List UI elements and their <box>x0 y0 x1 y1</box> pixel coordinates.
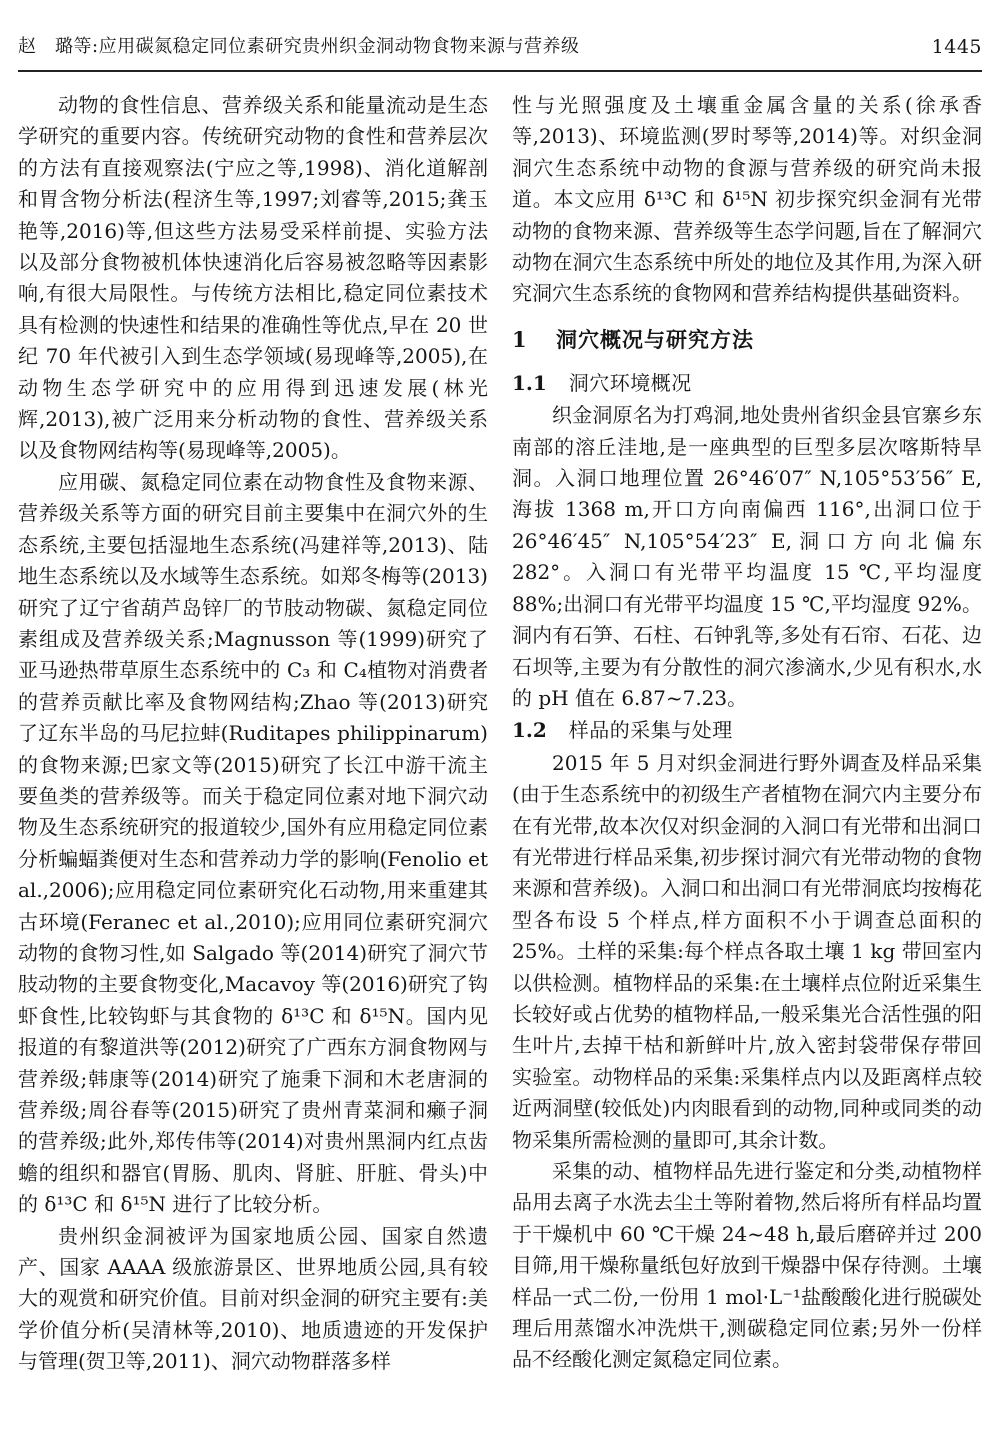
running-header <box>18 0 982 72</box>
page-number: 1445 <box>931 36 982 58</box>
section-1-title: 洞穴概况与研究方法 <box>556 327 755 352</box>
paragraph-zhijin-cave-significance: 贵州织金洞被评为国家地质公园、国家自然遗产、国家 AAAA 级旅游景区、世界地质公园,具有较大的观赏和研究价值。目前对织金洞的研究主要有:美学价值分析(吴清林等,2010)、地质遗迹的开发保护与管理(贺卫等,2011)、洞穴动物群落多样 <box>18 1223 488 1374</box>
right-column <box>512 90 982 1378</box>
subsection-1-2-title: 样品的采集与处理 <box>568 718 733 743</box>
two-column-layout <box>18 90 982 1378</box>
paragraph-continuation-study-aim: 性与光照强度及土壤重金属含量的关系(徐承香等,2013)、环境监测(罗时琴等,2014)等。对织金洞洞穴生态系统中动物的食源与营养级的研究尚未报道。本文应用 δ¹³C 和 δ¹⁵N 初步探究织金洞有光带动物的食物来源、营养级等生态学问题,旨在了解洞穴动物在洞穴生态系统中所处的地位及其作用,为深入研究洞穴生态系统的食物网和营养结构提供基础资料。 <box>512 93 982 306</box>
paragraph-cave-environment: 织金洞原名为打鸡洞,地处贵州省织金县官寨乡东南部的溶丘洼地,是一座典型的巨型多层次喀斯特旱洞。入洞口地理位置 26°46′07″ N,105°53′56″ E,海拔 1368 m,开口方向南偏西 116°,出洞口位于 26°46′45″ N,105°54′23″ E,洞口方向北偏东 282°。入洞口有光带平均温度 15 ℃,平均湿度 88%;出洞口有光带平均温度 15 ℃,平均湿度 92%。洞内有石笋、石柱、石钟乳等,多处有石帘、石花、边石坝等,主要为有分散性的洞穴渗滴水,少见有积水,水的 pH 值在 6.87~7.23。 <box>512 403 982 710</box>
paragraph-sample-collection: 2015 年 5 月对织金洞进行野外调查及样品采集(由于生态系统中的初级生产者植物在洞穴内主要分布在有光带,故本次仅对织金洞的入洞口有光带和出洞口有光带进行样品采集,初步探讨洞穴有光带动物的食物来源和营养级)。入洞口和出洞口有光带洞底均按梅花型各布设 5 个样点,样方面积不小于调查总面积的 25%。土样的采集:每个样点各取土壤 1 kg 带回室内以供检测。植物样品的采集:在土壤样点位附近采集生长较好或占优势的植物样品,一般采集光合活性强的阳生叶片,去掉干枯和新鲜叶片,放入密封袋带保存带回实验室。动物样品的采集:采集样点内以及距离样点较近两洞壁(较低处)内肉眼看到的动物,同种或同类的动物采集所需检测的量即可,其余计数。 <box>512 750 982 1152</box>
subsection-1-1-title: 洞穴环境概况 <box>568 370 692 395</box>
paragraph-sample-processing: 采集的动、植物样品先进行鉴定和分类,动植物样品用去离子水洗去尘土等附着物,然后将所有样品均置于干燥机中 60 ℃干燥 24~48 h,最后磨碎并过 200 目筛,用干燥称量纸包好放到干燥器中保存待测。土壤样品一式二份,一份用 1 mol·L⁻¹盐酸酸化进行脱碳处理后用蒸馏水冲洗烘干,测碳稳定同位素;另外一份样品不经酸化测定氮稳定同位素。 <box>512 1159 982 1372</box>
running-title: 赵 璐等:应用碳氮稳定同位素研究贵州织金洞动物食物来源与营养级 <box>18 36 580 57</box>
paragraph-intro-feeding-ecology: 动物的食性信息、营养级关系和能量流动是生态学研究的重要内容。传统研究动物的食性和营养层次的方法有直接观察法(宁应之等,1998)、消化道解剖和胃含物分析法(程济生等,1997;刘睿等,2015;龚玉艳等,2016)等,但这些方法易受采样前提、实验方法以及部分食物被机体快速消化后容易被忽略等因素影响,有很大局限性。与传统方法相比,稳定同位素技术具有检测的快速性和结果的准确性等优点,早在 20 世纪 70 年代被引入到生态学领域(易现峰等,2005),在动物生态学研究中的应用得到迅速发展(林光辉,2013),被广泛用来分析动物的食性、营养级关系以及食物网结构等(易现峰等,2005)。 <box>18 93 488 463</box>
subsection-1-1-number: 1.1 <box>512 370 547 395</box>
paragraph-isotope-literature-review: 应用碳、氮稳定同位素在动物食性及食物来源、营养级关系等方面的研究目前主要集中在洞穴外的生态系统,主要包括湿地生态系统(冯建祥等,2013)、陆地生态系统以及水域等生态系统。如郑冬梅等(2013)研究了辽宁省葫芦岛锌厂的节肢动物碳、氮稳定同位素组成及营养级关系;Magnusson 等(1999)研究了亚马逊热带草原生态系统中的 C₃ 和 C₄植物对消费者的营养贡献比率及食物网结构;Zhao 等(2013)研究了辽东半岛的马尼拉蚌(Ruditapes philippinarum)的食物来源;巴家文等(2015)研究了长江中游干流主要鱼类的营养级等。而关于稳定同位素对地下洞穴动物及生态系统研究的报道较少,国外有应用稳定同位素分析蝙蝠粪便对生态和营养动力学的影响(Fenolio et al.,2006);应用稳定同位素研究化石动物,用来重建其古环境(Feranec et al.,2010);应用同位素研究洞穴动物的食物习性,如 Salgado 等(2014)研究了洞穴节肢动物的主要食物变化,Macavoy 等(2016)研究了钩虾食性,比较钩虾与其食物的 δ¹³C 和 δ¹⁵N。国内见报道的有黎道洪等(2012)研究了广西东方洞食物网与营养级;韩康等(2014)研究了施秉下洞和木老唐洞的营养级;周谷春等(2015)研究了贵州青菜洞和癞子洞的营养级;此外,郑传伟等(2014)对贵州黑洞内红点齿蟾的组织和器官(胃肠、肌肉、肾脏、肝脏、骨头)中的 δ¹³C 和 δ¹⁵N 进行了比较分析。 <box>18 469 488 1217</box>
left-column <box>18 90 488 1378</box>
subsection-1-2-number: 1.2 <box>512 718 547 743</box>
subsection-heading-1-2 <box>512 715 982 746</box>
section-heading-1 <box>512 325 982 355</box>
subsection-heading-1-1 <box>512 368 982 399</box>
section-1-number: 1 <box>512 326 527 352</box>
